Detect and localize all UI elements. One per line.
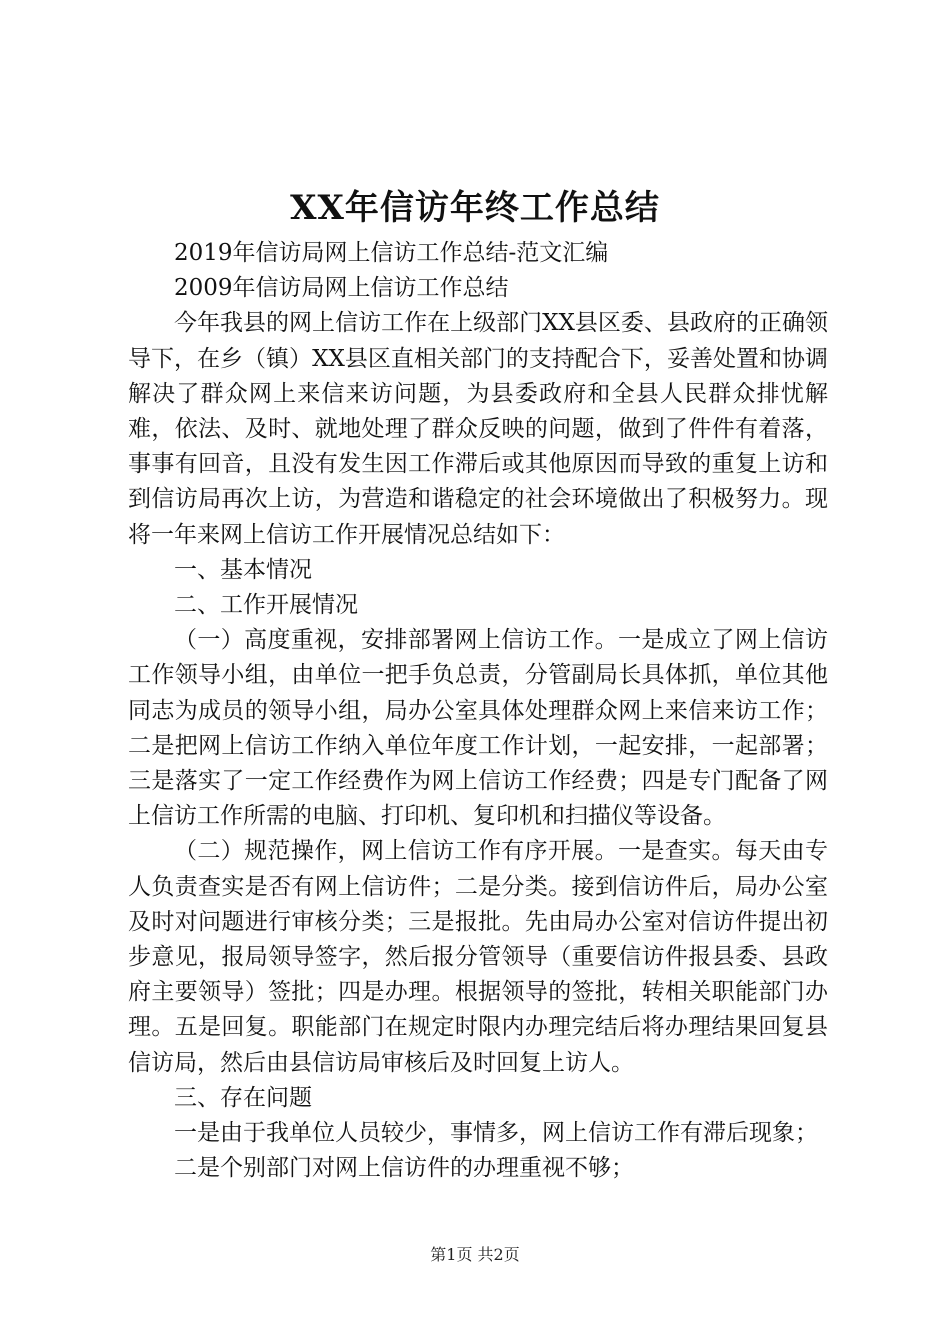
document-body	[128, 236, 828, 1186]
section-heading-work: 二、工作开展情况	[174, 592, 358, 619]
paragraph-problem-1: 一是由于我单位人员较少，事情多，网上信访工作有滞后现象；	[174, 1120, 818, 1147]
paragraph-source-line-1: 2019年信访局网上信访工作总结-范文汇编	[174, 240, 609, 266]
section-heading-basic: 一、基本情况	[174, 556, 312, 583]
paragraph-source-line-2: 2009年信访局网上信访工作总结	[174, 275, 509, 302]
page-footer: 第1页 共2页	[430, 1245, 520, 1264]
paragraph-problem-2: 二是个别部门对网上信访件的办理重视不够；	[174, 1155, 634, 1182]
paragraph-work-item-1: （一）高度重视，安排部署网上信访工作。一是成立了网上信访工作领导小组，由单位一把手负总责，分管副局长具体抓，单位其他同志为成员的领导小组，局办公室具体处理群众网上来信来访工作；二是把网上信访工作纳入单位年度工作计划，一起安排，一起部署；三是落实了一定工作经费作为网上信访工作经费；四是专门配备了网上信访工作所需的电脑、打印机、复印机和扫描仪等设备。	[128, 627, 828, 830]
paragraph-intro: 今年我县的网上信访工作在上级部门XX县区委、县政府的正确领导下，在乡（镇）XX县区直相关部门的支持配合下，妥善处置和协调解决了群众网上来信来访问题，为县委政府和全县人民群众排忧解难，依法、及时、就地处理了群众反映的问题，做到了件件有着落，事事有回音，且没有发生因工作滞后或其他原因而导致的重复上访和到信访局再次上访，为营造和谐稳定的社会环境做出了积极努力。现将一年来网上信访工作开展情况总结如下：	[128, 310, 828, 548]
paragraph-work-item-2: （二）规范操作，网上信访工作有序开展。一是查实。每天由专人负责查实是否有网上信访件；二是分类。接到信访件后，局办公室及时对问题进行审核分类；三是报批。先由局办公室对信访件提出初步意见，报局领导签字，然后报分管领导（重要信访件报县委、县政府主要领导）签批；四是办理。根据领导的签批，转相关职能部门办理。五是回复。职能部门在规定时限内办理完结后将办理结果回复县信访局，然后由县信访局审核后及时回复上访人。	[128, 838, 828, 1076]
document-title: XX年信访年终工作总结	[290, 188, 660, 228]
section-heading-problems: 三、存在问题	[174, 1084, 312, 1111]
